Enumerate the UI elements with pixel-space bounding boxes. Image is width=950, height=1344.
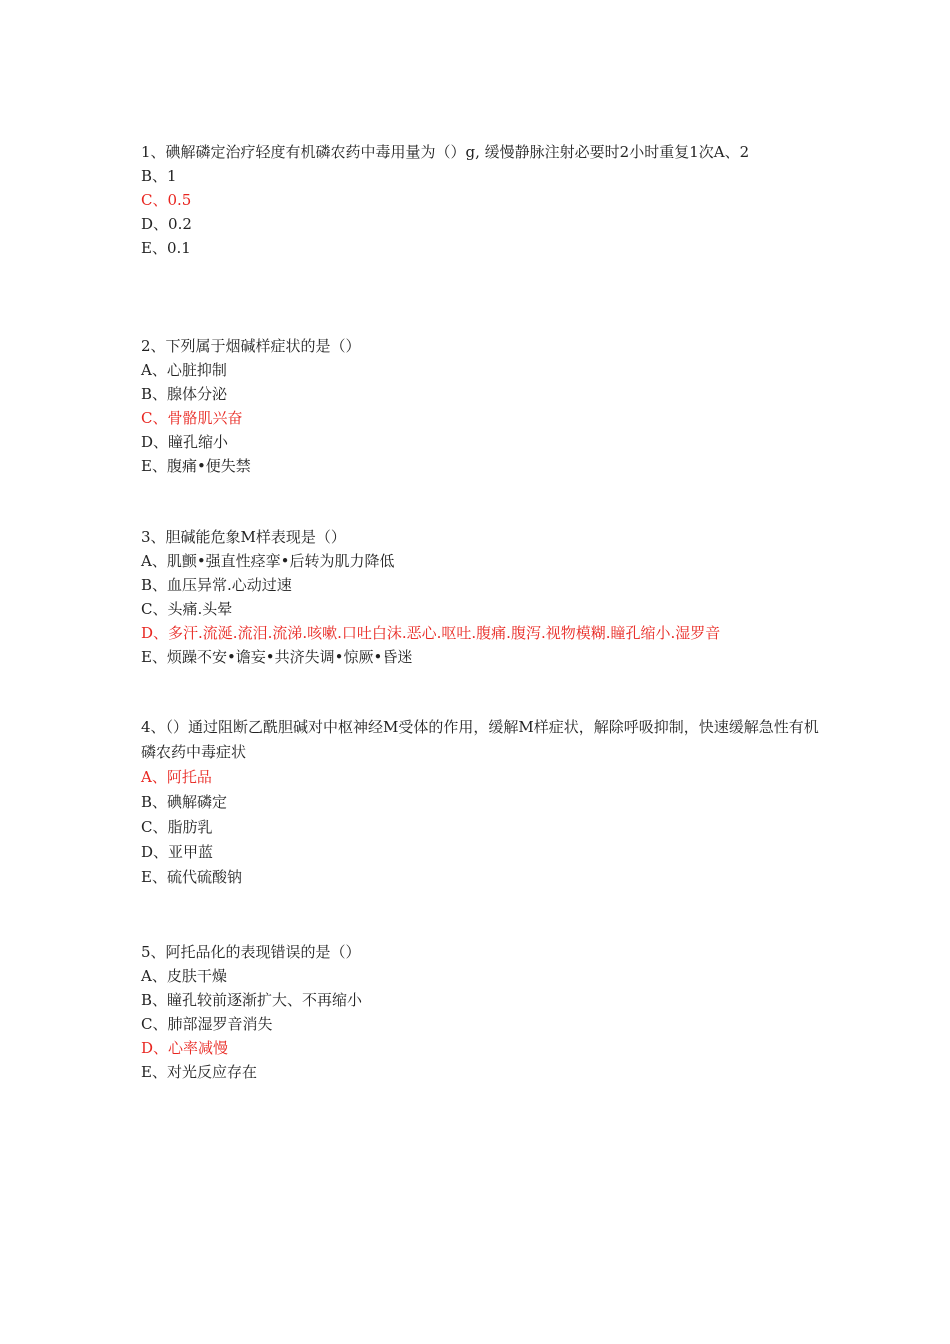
answer-option-d: D、0.2 (141, 215, 192, 233)
question-1 (141, 140, 821, 260)
answer-option-e: E、腹痛•便失禁 (141, 457, 251, 475)
answer-option-b: B、1 (141, 167, 177, 185)
question-stem: 1、碘解磷定治疗轻度有机磷农药中毒用量为（）g, 缓慢静脉注射必要时2小时重复1次A、2 (141, 143, 750, 161)
answer-option-a: A、肌颤•强直性痉挛•后转为肌力降低 (141, 552, 395, 570)
answer-option-c: C、脂肪乳 (141, 818, 213, 836)
answer-option-e: E、烦躁不安•谵妄•共济失调•惊厥•昏迷 (141, 648, 413, 666)
answer-option-b: B、腺体分泌 (141, 385, 228, 403)
question-4 (141, 715, 821, 890)
answer-option-a: A、皮肤干燥 (141, 967, 227, 985)
answer-option-a: A、阿托品 (141, 768, 212, 786)
answer-option-c: C、0.5 (141, 191, 192, 209)
answer-option-a: A、心脏抑制 (141, 361, 227, 379)
answer-option-c: C、骨骼肌兴奋 (141, 409, 243, 427)
question-stem: 4、（）通过阻断乙酰胆碱对中枢神经M受体的作用，缓解M样症状，解除呼吸抑制，快速缓解急性有机磷农药中毒症状 (141, 718, 819, 761)
answer-option-c: C、肺部湿罗音消失 (141, 1015, 273, 1033)
answer-option-e: E、硫代硫酸钠 (141, 868, 242, 886)
answer-option-b: B、碘解磷定 (141, 793, 228, 811)
answer-option-b: B、瞳孔较前逐渐扩大、不再缩小 (141, 991, 363, 1009)
question-2 (141, 334, 821, 478)
question-5 (141, 940, 821, 1084)
answer-option-d: D、亚甲蓝 (141, 843, 214, 861)
question-3 (141, 525, 821, 669)
answer-option-d: D、多汗.流涎.流泪.流涕.咳嗽.口吐白沫.恶心.呕吐.腹痛.腹泻.视物模糊.瞳孔缩小.湿罗音 (141, 624, 721, 642)
answer-option-d: D、心率减慢 (141, 1039, 229, 1057)
answer-option-d: D、瞳孔缩小 (141, 433, 229, 451)
question-stem: 5、阿托品化的表现错误的是（） (141, 943, 361, 961)
answer-option-c: C、头痛.头晕 (141, 600, 233, 618)
answer-option-b: B、血压异常.心动过速 (141, 576, 292, 594)
answer-option-e: E、0.1 (141, 239, 191, 257)
answer-option-e: E、对光反应存在 (141, 1063, 257, 1081)
question-stem: 2、下列属于烟碱样症状的是（） (141, 337, 361, 355)
question-stem: 3、胆碱能危象M样表现是（） (141, 528, 346, 546)
